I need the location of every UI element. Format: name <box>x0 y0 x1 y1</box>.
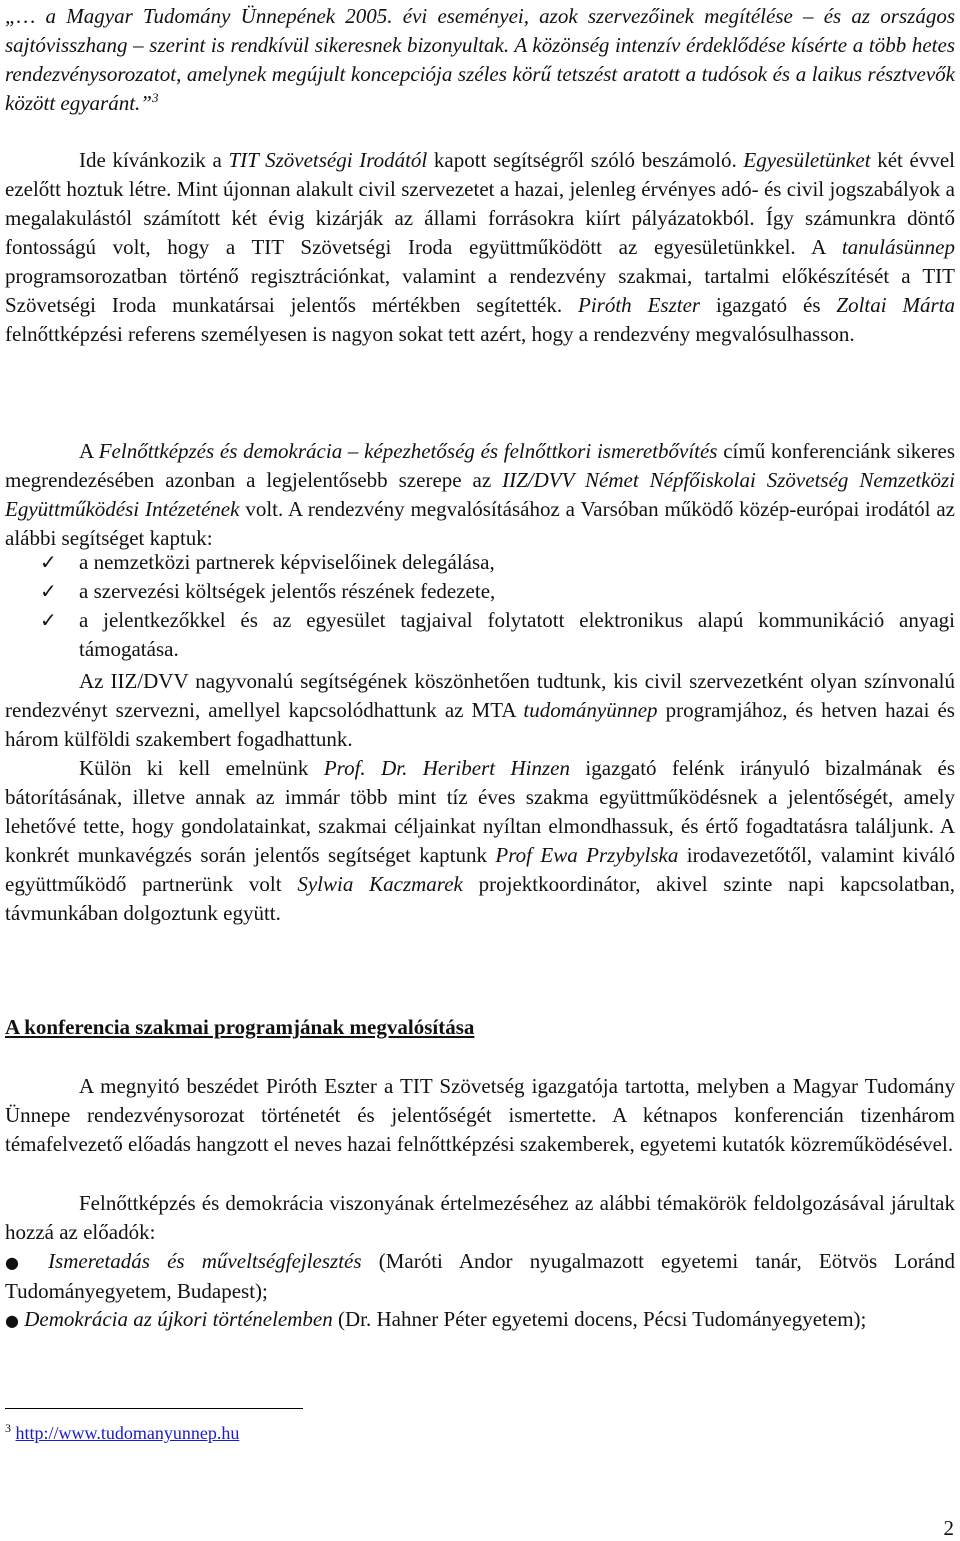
quote-paragraph <box>5 2 955 118</box>
bullet-text: (Maróti Andor nyugalmazott egyetemi tanár, Eötvös Loránd Tudományegyetem, Budapest); <box>5 1249 956 1303</box>
paragraph-topics-intro: Felnőttképzés és demokrácia viszonyának értelmezéséhez az alábbi témakörök feldolgozásával járultak hozzá az előadók: <box>5 1191 955 1244</box>
quote-text: „… a Magyar Tudomány Ünnepének 2005. évi eseményei, azok szervezőinek megítélése – és az országos sajtóvisszhang – szerint is rendkívül sikeresnek bizonyultak. A közönség intenzív érdeklődése kísérte a több hetes rendezvénysorozatot, amelynek megújult koncepciója széles körű tetszést aratott a tudósok és a laikus résztvevők között egyaránt.” <box>5 4 955 115</box>
italic-run: TIT Szövetségi Irodától <box>228 148 428 172</box>
checkmark-icon: ✓ <box>40 579 57 603</box>
footnote <box>5 1420 239 1446</box>
text-run: irodavezetőtől, valamint kiváló együttműködő partnerünk volt <box>5 843 955 896</box>
text-run: című konferenciánk sikeres megrendezésében azonban a legjelentősebb szerepe az <box>5 439 956 492</box>
checklist-item-text: a jelentkezőkkel és az egyesület tagjaival folytatott elektronikus alapú kommunikáció anyagi támogatása. <box>79 608 955 661</box>
footnote-divider <box>5 1408 303 1409</box>
checklist-item-text: a nemzetközi partnerek képviselőinek delegálása, <box>79 550 495 574</box>
italic-run: Zoltai Márta <box>836 293 956 317</box>
bullet-icon: ● <box>5 1311 19 1330</box>
italic-run: tudományünnep <box>523 698 658 722</box>
page-number: 2 <box>943 1516 954 1540</box>
bullet-item <box>5 1305 955 1335</box>
footnote-ref[interactable]: 3 <box>152 90 159 105</box>
text-run: felnőttképzési referens személyesen is nagyon sokat tett azért, hogy a rendezvény megvalósulhasson. <box>5 322 855 346</box>
footnote-number: 3 <box>5 1421 11 1435</box>
italic-run: IIZ/DVV Német Népfőiskolai Szövetség Nemzetközi Együttműködési Intézetének <box>5 468 955 521</box>
checklist-item <box>5 548 955 577</box>
paragraph-acknowledgement <box>5 754 955 928</box>
italic-run: Felnőttképzés és demokrácia – képezhetőség és felnőttkori ismeretbővítés <box>98 439 718 463</box>
text-run: Ide kívánkozik a <box>79 148 229 172</box>
text-run: Külön ki kell emelnünk <box>79 756 324 780</box>
section-heading: A konferencia szakmai programjának megvalósítása <box>5 1015 475 1039</box>
bullet-title: Demokrácia az újkori történelemben <box>24 1307 333 1331</box>
checkmark-icon: ✓ <box>40 608 57 632</box>
bullet-icon: ● <box>5 1253 31 1272</box>
text-run: igazgató felénk irányuló bizalmának és bátorításának, illetve annak az immár több mint tíz éves szakma együttműködésnek a jelentőségét, amely lehetővé tette, hogy gondolatainkat, szakmai céljainkat nyíltan elmondhassuk, és értő fogadtatásra találjunk. A konkrét munkavégzés során jelentős segítséget kaptunk <box>5 756 955 867</box>
text-run: kapott segítségről szóló beszámoló. <box>427 148 744 172</box>
text-run: programjához, és hetven hazai és három külföldi szakembert fogadhattunk. <box>5 698 955 751</box>
bullet-title: Ismeretadás és műveltségfejlesztés <box>48 1249 362 1273</box>
italic-run: Prof. Dr. Heribert Hinzen <box>323 756 570 780</box>
bullet-item <box>5 1247 955 1306</box>
checkmark-icon: ✓ <box>40 550 57 574</box>
text-run: A <box>79 439 99 463</box>
italic-run: Egyesületünket <box>743 148 871 172</box>
paragraph-opening: A megnyitó beszédet Piróth Eszter a TIT Szövetség igazgatója tartotta, melyben a Magyar Tudomány Ünnepe rendezvénysorozat történetét és jelentőségét ismertette. A kétnapos konferencián tizenhárom témafelvezető előadás hangzott el neves hazai felnőttképzési szakemberek, egyetemi kutatók közreműködésével. <box>5 1074 955 1156</box>
footnote-link[interactable]: http://www.tudomanyunnep.hu <box>15 1423 240 1443</box>
checklist-item <box>5 577 955 606</box>
text-run: volt. A rendezvény megvalósításához a Varsóban működő közép-európai irodától az alábbi segítséget kaptuk: <box>5 497 955 550</box>
paragraph-iiz-dvv <box>5 437 955 553</box>
checklist-item-text: a szervezési költségek jelentős részének fedezete, <box>79 579 496 603</box>
text-run: projektkoordinátor, akivel szinte napi kapcsolatban, távmunkában dolgoztunk együtt. <box>5 872 955 925</box>
text-run: igazgató és <box>700 293 837 317</box>
paragraph-iiz-result <box>5 667 955 754</box>
support-checklist <box>5 548 955 664</box>
bullet-text: (Dr. Hahner Péter egyetemi docens, Pécsi Tudományegyetem); <box>332 1307 867 1331</box>
italic-run: Piróth Eszter <box>578 293 701 317</box>
italic-run: Prof Ewa Przybylska <box>495 843 679 867</box>
text-run: programsorozatban történő regisztrációnkat, valamint a rendezvény szakmai, tartalmi előkészítését a TIT Szövetségi Iroda munkatársai jelentős mértékben segítették. <box>5 264 955 317</box>
italic-run: Sylwia Kaczmarek <box>297 872 463 896</box>
text-run: két évvel ezelőtt hoztuk létre. Mint újonnan alakult civil szervezetet a hazai, jelenleg érvényes adó- és civil jogszabályok a megalakulástól számított két évig kizárják az állami forrásokra kiírt pályázatokból. Így számunkra döntő fontosságú volt, hogy a TIT Szövetségi Iroda együttműködött az egyesületünkkel. A <box>5 148 955 259</box>
checklist-item <box>5 606 955 664</box>
text-run: Az IIZ/DVV nagyvonalú segítségének köszönhetően tudtunk, kis civil szervezetként olyan színvonalú rendezvényt szervezni, amellyel kapcsolódhattunk az MTA <box>5 669 955 722</box>
paragraph-tit-support <box>5 146 955 349</box>
italic-run: tanulásünnep <box>841 235 955 259</box>
